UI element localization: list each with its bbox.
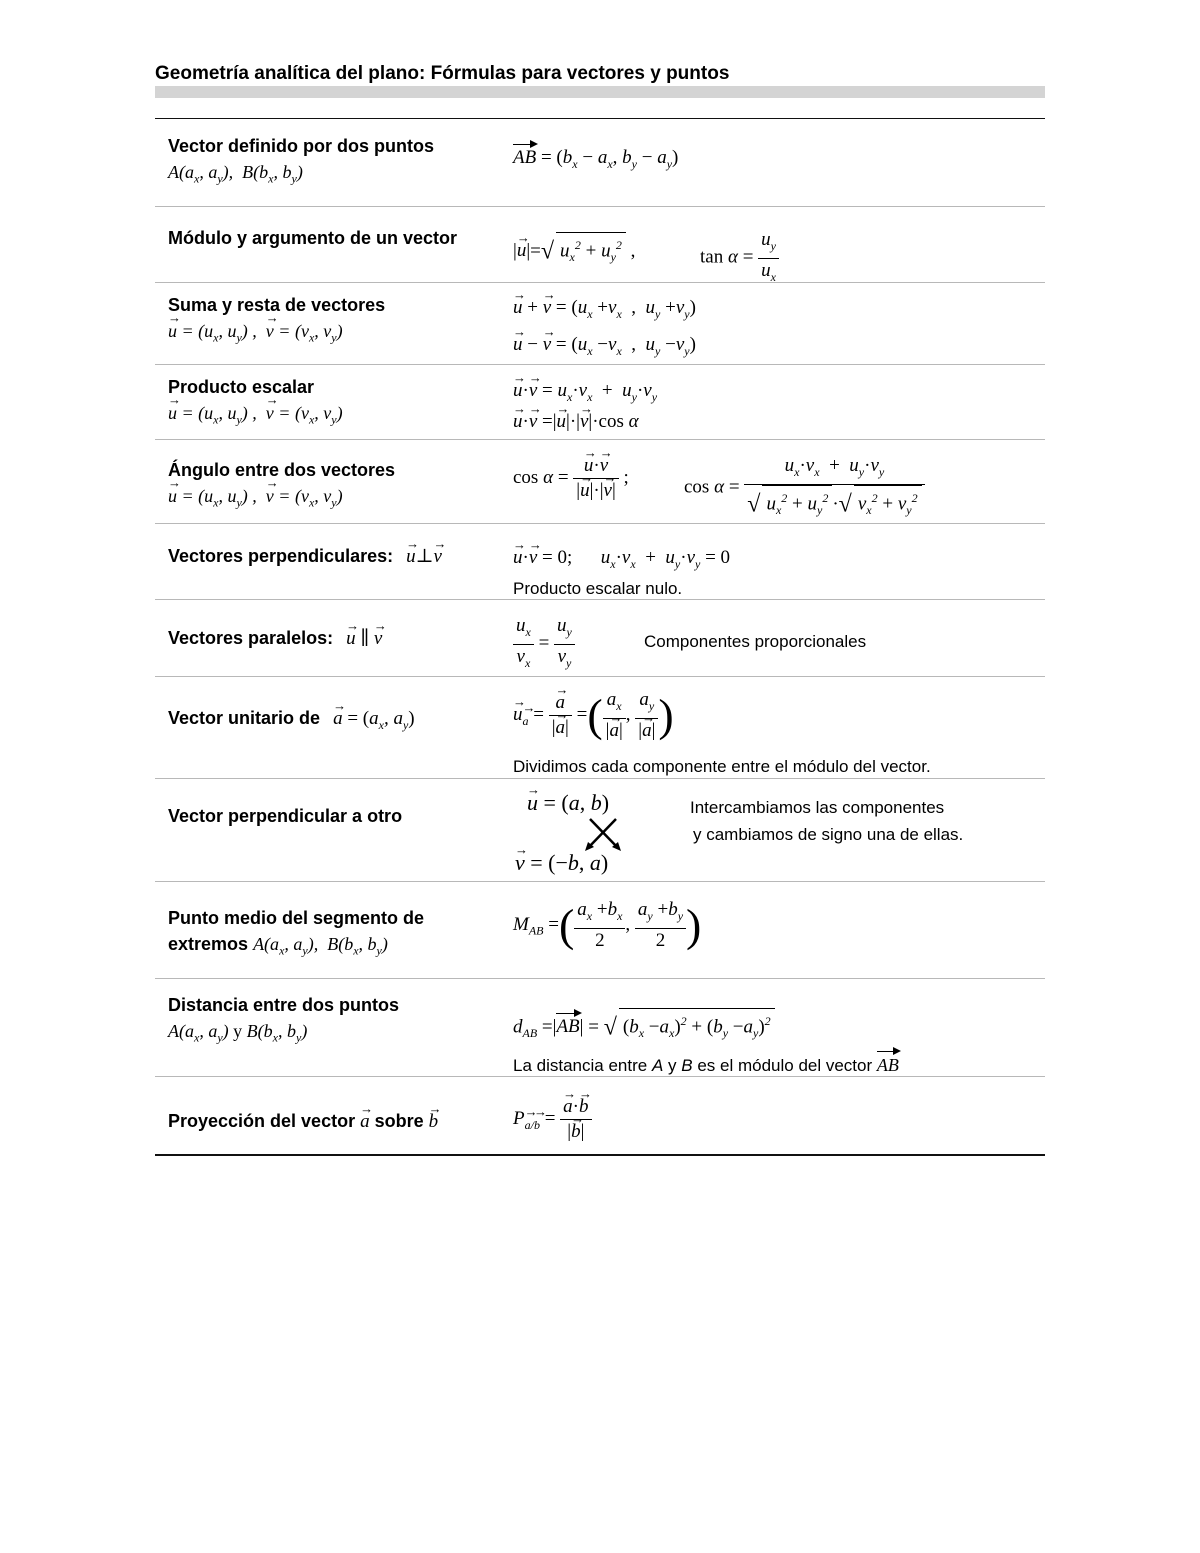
row-angle [168, 457, 395, 516]
row-label: Proyección del vector [168, 1111, 356, 1131]
row-label: Vectores paralelos: [168, 628, 334, 648]
perpendicular-symbol: → u⊥→ v [406, 546, 442, 567]
swap-arrows-icon [578, 816, 628, 854]
formula-perpendicular: → u·→ v = 0; $u_x\cdot v_x + u_y\cdot v_y = 0$ [513, 546, 730, 576]
parallel-symbol: → u ∥ → v [346, 628, 382, 649]
row-divider [155, 599, 1045, 600]
distance-note: La distancia entre A y B es el módulo del vector AB [513, 1055, 899, 1075]
row-divider [155, 978, 1045, 979]
row-label: Distancia entre dos puntos [168, 995, 400, 1015]
page-title: Geometría analítica del plano: Fórmulas para vectores y puntos [155, 63, 730, 84]
table-bottom-rule [155, 1154, 1045, 1156]
row-modulus [168, 225, 457, 251]
formula-dot-angle: → u·→ v =|→ u|·|→ v|·cos α [513, 410, 639, 434]
formula-vector-ab: AB = ($b_x - a_x$, $b_y - a_y$) [513, 147, 679, 171]
row-divider [155, 1076, 1045, 1077]
formula-unit-vector: → u→ $_a$ = → $\frac{a}{|\to a|}$ =( $\frac{a_x}{|\to a|}$ , $\frac{a_y}{|\to a|}$ ) [513, 688, 674, 743]
perpendicular-vector-note-1: Intercambiamos las componentes [690, 798, 945, 817]
row-divider [155, 881, 1045, 882]
formula-projection: P→ $_{a/\to b}$ = → $\frac{a\cdot\to b}{|\to b|}$ [513, 1095, 592, 1144]
row-distance [168, 992, 399, 1051]
formula-argument: tan α = $\frac{u_y}{u_x}$ [700, 228, 779, 289]
perpendicular-note: Producto escalar nulo. [513, 579, 683, 598]
row-divider [155, 778, 1045, 779]
row-dot-product [168, 374, 343, 433]
row-divider [155, 439, 1045, 440]
formula-sum: → u + → $v = (u_x +v_x$ , $u_y +v_y$) [513, 296, 696, 326]
row-label: Ángulo entre dos vectores [168, 460, 396, 480]
formula-original-vector: → u = (a, b) [527, 791, 609, 815]
row-divider [155, 364, 1045, 365]
row-divider [155, 676, 1045, 677]
formula-perpendicular-vector: → v = (−b, a) [515, 851, 608, 875]
row-label: Vector definido por dos puntos [168, 136, 435, 156]
row-label: Vector unitario de [168, 708, 321, 728]
row-perpendicular-vector [168, 803, 402, 829]
row-vector-two-points [168, 133, 434, 192]
row-sublabel: $A(a_x$, $a_y$) y $B(b_x$, $b_y$) [168, 1021, 308, 1045]
formula-difference: → u − → $v = (u_x -v_x$ , $u_y -v_y$) [513, 333, 696, 363]
formula-modulus: |→ u|=√ $u_x^2 + u_y^2$ , [513, 232, 635, 269]
row-parallel [168, 625, 382, 651]
row-sublabel: → $u = (u_x$, $u_y$) , → $v = (v_x$, $v_y$) [168, 400, 343, 433]
perpendicular-vector-note-2: y cambiamos de signo una de ellas. [693, 825, 964, 844]
row-label: Vector perpendicular a otro [168, 806, 403, 826]
row-projection: Proyección del vector → a sobre → b [168, 1108, 438, 1134]
formula-angle-components: cos α = $\frac{u_x\cdot v_x + u_y\cdot v_y}{√ u_x^2 + u_y^2 \cdot√ v_x^2 + v_y^2}$ [684, 454, 925, 522]
table-top-rule [155, 118, 1045, 119]
row-label: Suma y resta de vectores [168, 295, 386, 315]
row-divider [155, 282, 1045, 283]
unit-vector-note: Dividimos cada componente entre el módulo del vector. [513, 757, 931, 776]
row-label: Vectores perpendiculares: [168, 546, 394, 566]
formula-parallel: $\frac{u_x}{v_x}$ = $\frac{u_y}{v_y}$ [513, 614, 575, 675]
formula-distance: $d_{AB} =|AB|$ = √ $(b_x -a_x)^2 + (b_y -a_y)^2$ [513, 1008, 775, 1045]
formula-dot-components: → $u\cdot\to v = u_x\cdot v_x + u_y\cdot v_y$ [513, 379, 657, 409]
unit-vector-definition: → $a = (a_x$, $a_y$) [333, 708, 415, 729]
row-sublabel: → $u = (u_x$, $u_y$) , → $v = (v_x$, $v_y$) [168, 483, 395, 516]
row-divider [155, 523, 1045, 524]
row-label: Módulo y argumento de un vector [168, 228, 458, 248]
row-label: Punto medio del segmento de [168, 908, 425, 928]
row-midpoint [168, 905, 424, 963]
row-sublabel: → $u = (u_x$, $u_y$) , → $v = (v_x$, $v_y$) [168, 318, 385, 351]
row-label: Producto escalar [168, 377, 315, 397]
row-sum-difference [168, 292, 385, 351]
formula-midpoint: $M_{AB}$ =( $\frac{a_x +b_x}{2}$ , $\frac{a_y +b_y}{2}$ ) [513, 899, 702, 951]
row-unit-vector [168, 705, 415, 737]
formula-angle-vector: cos α = → $\frac{u\cdot\to v}{|\to u|\cdot|\to v|}$ ; [513, 454, 629, 503]
row-divider [155, 206, 1045, 207]
row-sublabel: $A(a_x$, $a_y$), $B(b_x$, $b_y$) [168, 162, 303, 186]
parallel-note: Componentes proporcionales [644, 632, 867, 651]
row-label-continued: extremos $A(a_x$, $a_y$), $B(b_x$, $b_y$) [168, 934, 388, 958]
title-underline-bar [155, 86, 1045, 98]
row-perpendicular [168, 543, 442, 569]
